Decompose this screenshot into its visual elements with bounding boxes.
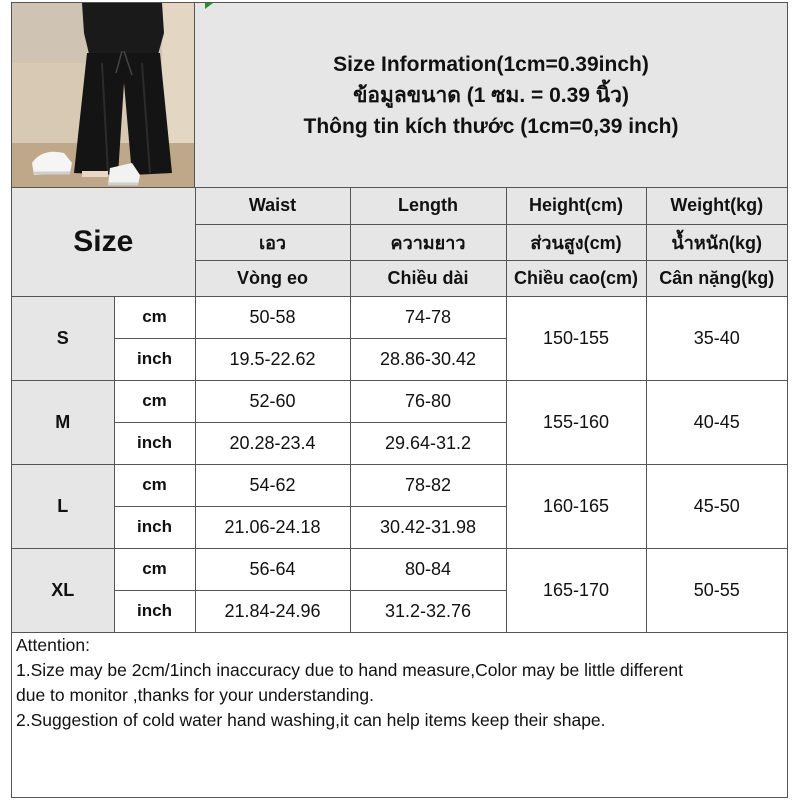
length-inch: 31.2-32.76 — [350, 590, 506, 632]
height-range: 165-170 — [506, 548, 646, 632]
length-header-en: Length — [350, 188, 506, 224]
waist-cm: 50-58 — [195, 296, 350, 338]
unit-cm: cm — [114, 548, 195, 590]
note-2: 2.Suggestion of cold water hand washing,it can help items keep their shape. — [16, 710, 606, 730]
length-inch: 28.86-30.42 — [350, 338, 506, 380]
waist-header-en: Waist — [195, 188, 350, 224]
height-header-vi: Chiều cao(cm) — [506, 260, 646, 296]
weight-range: 40-45 — [646, 380, 787, 464]
height-header-en: Height(cm) — [506, 188, 646, 224]
waist-header-th: เอว — [195, 224, 350, 260]
height-range: 150-155 — [506, 296, 646, 380]
size-header: Size — [12, 188, 195, 296]
unit-inch: inch — [114, 338, 195, 380]
waist-header-vi: Vòng eo — [195, 260, 350, 296]
waist-inch: 21.84-24.96 — [195, 590, 350, 632]
length-inch: 29.64-31.2 — [350, 422, 506, 464]
length-header-vi: Chiều dài — [350, 260, 506, 296]
weight-header-en: Weight(kg) — [646, 188, 787, 224]
table-row — [12, 380, 787, 422]
table-row — [12, 296, 787, 338]
product-photo — [12, 3, 195, 187]
attention-notes — [12, 630, 787, 798]
length-header-th: ความยาว — [350, 224, 506, 260]
weight-range: 35-40 — [646, 296, 787, 380]
waist-cm: 52-60 — [195, 380, 350, 422]
chart-header — [12, 3, 787, 188]
weight-header-vi: Cân nặng(kg) — [646, 260, 787, 296]
title-thai: ข้อมูลขนาด (1 ซม. = 0.39 นิ้ว) — [353, 83, 629, 107]
note-1-line-1: 1.Size may be 2cm/1inch inaccuracy due to hand measure,Color may be little different — [16, 660, 683, 680]
length-cm: 80-84 — [350, 548, 506, 590]
unit-cm: cm — [114, 464, 195, 506]
waist-inch: 20.28-23.4 — [195, 422, 350, 464]
size-chart — [11, 2, 788, 798]
title-english: Size Information(1cm=0.39inch) — [333, 52, 649, 76]
unit-cm: cm — [114, 296, 195, 338]
size-label: L — [12, 464, 114, 548]
waist-inch: 19.5-22.62 — [195, 338, 350, 380]
weight-range: 45-50 — [646, 464, 787, 548]
size-label: XL — [12, 548, 114, 632]
waist-cm: 54-62 — [195, 464, 350, 506]
title-vietnamese: Thông tin kích thước (1cm=0,39 inch) — [303, 114, 679, 138]
weight-header-th: น้ำหนัก(kg) — [646, 224, 787, 260]
unit-inch: inch — [114, 422, 195, 464]
title-block — [195, 3, 787, 187]
unit-inch: inch — [114, 506, 195, 548]
size-label: S — [12, 296, 114, 380]
note-1-line-2: due to monitor ,thanks for your understanding. — [16, 685, 374, 705]
size-label: M — [12, 380, 114, 464]
length-cm: 78-82 — [350, 464, 506, 506]
waist-cm: 56-64 — [195, 548, 350, 590]
notes-heading: Attention: — [16, 635, 90, 655]
height-range: 160-165 — [506, 464, 646, 548]
table-row — [12, 548, 787, 590]
length-cm: 74-78 — [350, 296, 506, 338]
unit-cm: cm — [114, 380, 195, 422]
table-row — [12, 464, 787, 506]
waist-inch: 21.06-24.18 — [195, 506, 350, 548]
height-range: 155-160 — [506, 380, 646, 464]
length-cm: 76-80 — [350, 380, 506, 422]
height-header-th: ส่วนสูง(cm) — [506, 224, 646, 260]
length-inch: 30.42-31.98 — [350, 506, 506, 548]
weight-range: 50-55 — [646, 548, 787, 632]
unit-inch: inch — [114, 590, 195, 632]
size-table — [12, 188, 787, 633]
